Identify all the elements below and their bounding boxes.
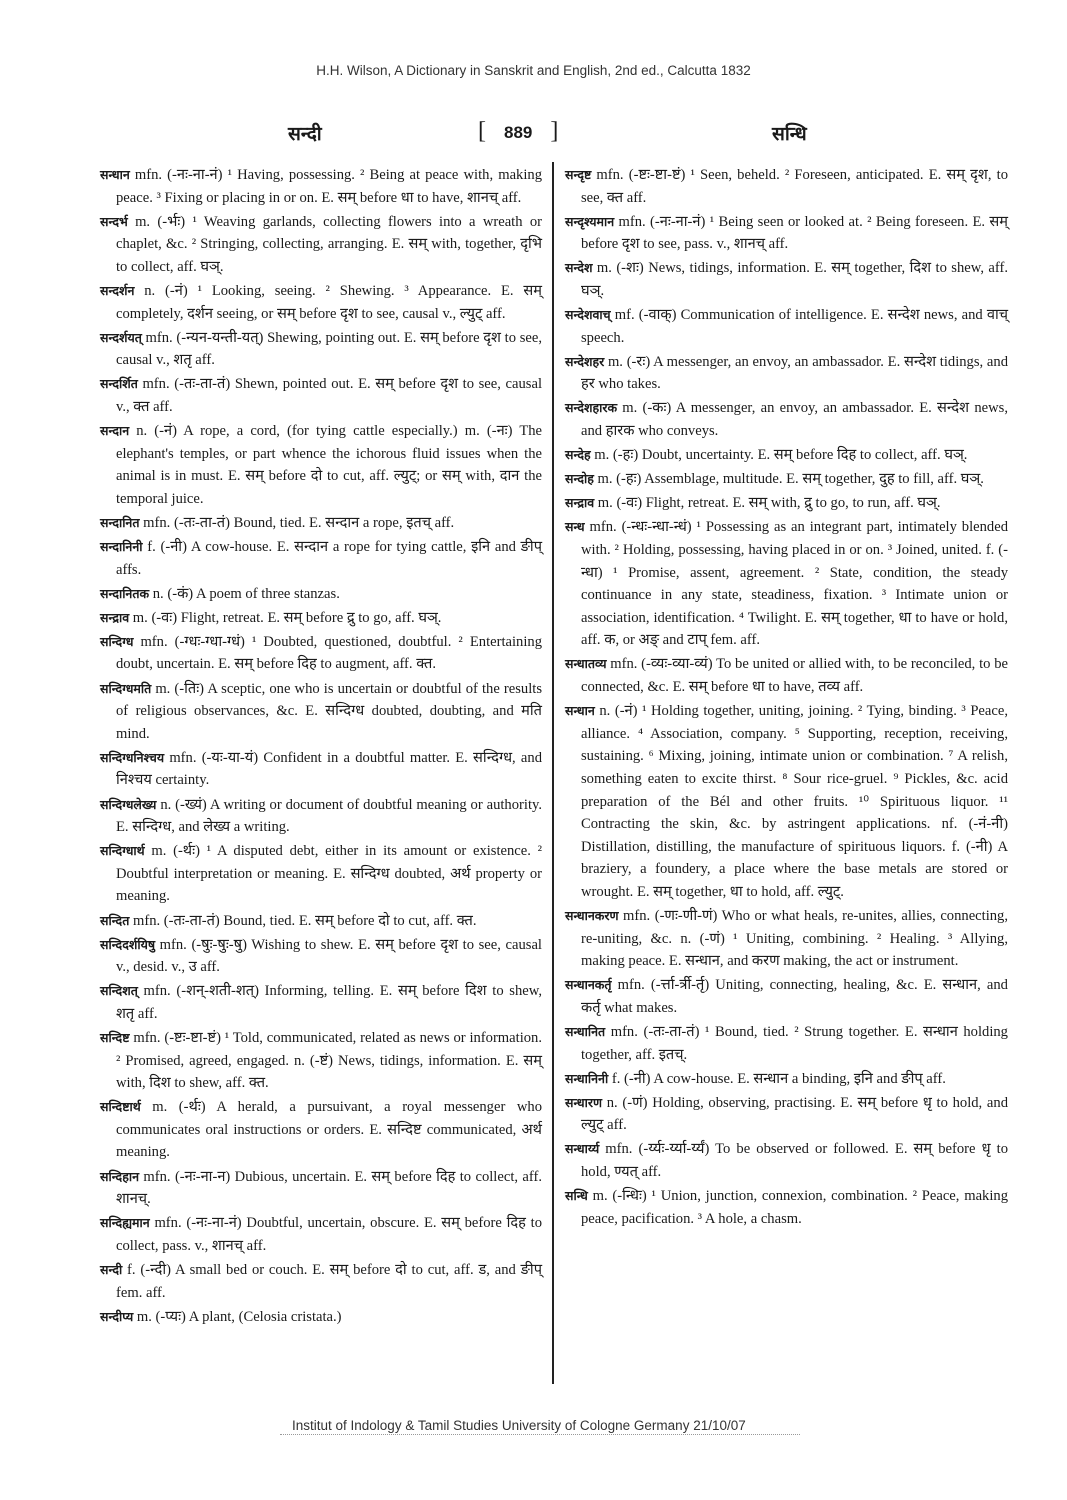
entry-definition: mfn. (-षुः-षुः-षु) Wishing to shew. E. सम् before दृश to see, causal v., desid. v., उ aff. <box>116 936 542 976</box>
dictionary-entry <box>100 327 542 372</box>
entry-headword: सन्धान <box>565 703 595 719</box>
source-citation: H.H. Wilson, A Dictionary in Sanskrit and English, 2nd ed., Calcutta 1832 <box>316 63 751 78</box>
dictionary-entry <box>100 1306 542 1329</box>
entry-definition: mfn. (-न्धः-न्धा-न्धं) ¹ Possessing as an integrant part, intimately blended with. ² Holding, possessing, having placed in or on. ³ Joined, united. f. (-न्धा) ¹ Promise, assent, agreement. ² State, condition, the steady continuance in any state, steadiness, fixation. ³ Intimate union or association, identification. ⁴ Twilight. E. सम् together, धा to have or hold, aff. क, or अङ् and टाप् fem. aff. <box>581 519 1008 649</box>
entry-definition: m. (-वः) Flight, retreat. E. सम् before द्रु to go, aff. घञ्. <box>132 609 442 626</box>
dictionary-entry <box>565 1185 1008 1230</box>
dictionary-entry <box>565 1092 1008 1137</box>
running-head <box>0 118 1067 150</box>
dictionary-entry <box>565 1021 1008 1066</box>
entry-definition: m. (-न्धिः) ¹ Union, junction, connexion, combination. ² Peace, making peace, pacification. ³ A hole, a chasm. <box>581 1188 1008 1227</box>
entry-definition: mfn. (-नः-ना-नं) ¹ Being seen or looked at. ² Being foreseen. E. सम् before दृश to see, pass. v., शानच् aff. <box>581 213 1008 253</box>
entry-headword: सन्दिष्टार्थ <box>100 1099 141 1115</box>
page-number-block <box>478 118 558 145</box>
dictionary-entry <box>565 351 1008 396</box>
dictionary-entry <box>100 536 542 581</box>
dictionary-entry <box>100 1166 542 1211</box>
entry-headword: सन्धार्य्य <box>565 1141 600 1157</box>
page-number: 889 <box>504 123 533 142</box>
right-column <box>565 164 1008 1232</box>
dictionary-entry <box>100 1096 542 1164</box>
entry-definition: m. (-रः) A messenger, an envoy, an ambassador. E. सन्देश tidings, and हर who takes. <box>581 353 1008 393</box>
dictionary-entry <box>100 631 542 676</box>
dictionary-entry <box>100 164 542 209</box>
dictionary-entry <box>100 373 542 418</box>
running-head-right-word: सन्धि <box>772 123 807 145</box>
entry-headword: सन्देशवाच् <box>565 307 611 323</box>
dictionary-entry <box>565 1138 1008 1183</box>
dictionary-entry <box>100 1027 542 1095</box>
entry-definition: f. (-न्दी) A small bed or couch. E. सम् before दो to cut, aff. ड, and ङीप् fem. aff. <box>116 1261 542 1301</box>
entry-headword: सन्दिग्धार्थ <box>100 843 145 859</box>
dictionary-entry <box>565 164 1008 209</box>
entry-definition: mfn. (-तः-ता-तं) Bound, tied. E. सन्दान a rope, इतच् aff. <box>143 514 455 531</box>
entry-headword: सन्देह <box>565 447 591 463</box>
dictionary-entry <box>565 397 1008 442</box>
dictionary-entry <box>100 910 542 933</box>
entry-definition: mfn. (-नः-ना-नं) ¹ Having, possessing. ² Being at peace with, making peace. ³ Fixing or placing in or on. E. सम् before धा to have, शानच् aff. <box>116 167 542 206</box>
entry-headword: सन्दर्शयत् <box>100 329 142 345</box>
dictionary-entry <box>565 468 1008 491</box>
entry-headword: सन्दान <box>100 423 130 439</box>
dictionary-entry <box>100 583 542 606</box>
entry-headword: सन्धातव्य <box>565 656 607 672</box>
dictionary-entry <box>100 280 542 325</box>
entry-definition: mfn. (-तः-ता-तं) Shewn, pointed out. E. सम् before दृश to see, causal v., क्त aff. <box>116 376 542 415</box>
entry-definition: f. (-नी) A cow-house. E. सन्धान a binding, इनि and ङीप् aff. <box>611 1070 946 1087</box>
dictionary-entry <box>565 653 1008 698</box>
dictionary-entry <box>565 905 1008 973</box>
entry-headword: सन्दित <box>100 912 130 928</box>
entry-headword: सन्धानकरण <box>565 908 619 923</box>
entry-headword: सन्दिग्ध <box>100 633 134 649</box>
dictionary-entry <box>100 211 542 279</box>
dictionary-entry <box>100 678 542 746</box>
dictionary-entry <box>100 794 542 839</box>
entry-definition: mfn. (-ष्टः-ष्टा-ष्टं) ¹ Seen, beheld. ² Foreseen, anticipated. E. सम् दृश, to see, क्त aff. <box>581 167 1008 206</box>
dictionary-entry <box>565 516 1008 652</box>
dictionary-entry <box>100 607 542 630</box>
entry-definition: m. (-र्भः) ¹ Weaving garlands, collecting flowers into a wreath or chaplet, &c. ² Stringing, collecting, arranging. E. सम् with, together, दृभि to collect, aff. घञ्. <box>116 213 542 275</box>
entry-headword: सन्देश <box>565 260 593 276</box>
entry-definition: m. (-हः) Assemblage, multitude. E. सम् together, दुह to fill, aff. घञ्. <box>597 471 984 488</box>
entry-headword: सन्धारण <box>565 1094 602 1110</box>
entry-headword: सन्दिष्ट <box>100 1029 130 1045</box>
entry-headword: सन्दानितक <box>100 585 150 601</box>
dictionary-entry <box>100 747 542 792</box>
entry-headword: सन्दिह्यमान <box>100 1215 150 1231</box>
dictionary-entry <box>565 1068 1008 1091</box>
entry-definition: n. (-नं) A rope, a cord, (for tying cattle especially.) m. (-नः) The elephant's temples, or part whence the ichorous fluid issues when the animal is in must. E. सम् before दो to cut, aff. ल्युट्; or सम् with, दान the temporal juice. <box>116 423 543 507</box>
entry-definition: m. (-तिः) A sceptic, one who is uncertain or doubtful of the results of religious observances, &c. E. सन्दिग्ध doubted, doubting, and मति mind. <box>116 680 542 742</box>
entry-definition: n. (-नं) ¹ Holding together, uniting, joining. ² Tying, binding. ³ Peace, alliance. ⁴ Association, company. ⁵ Supporting, reception, receiving, sustaining. ⁶ Mixing, joining, intimate union or combination. ⁷ A relish, something eaten to excite thirst. ⁸ Sour rice-gruel. ⁹ Pickles, &c. acid preparation of the Bél and other fruits. ¹⁰ Spirituous liquor. ¹¹ Contracting the skin, &c. by astringent applications. nf. (-नं-नी) Distillation, distilling, the manufacture of spirituous liquors. f. (-नी) A braziery, a foundery, a place where the base metals are stored or wrought. E. सम् together, धा to hold, aff. ल्युट्. <box>581 703 1008 900</box>
entry-headword: सन्दिग्धनिश्चय <box>100 749 165 765</box>
entry-headword: सन्द्राव <box>565 495 595 511</box>
dictionary-entry <box>565 211 1008 256</box>
dictionary-entry <box>565 974 1008 1019</box>
entry-definition: mfn. (-यः-या-यं) Confident in a doubtful matter. E. सन्दिग्ध, and निश्चय certainty. <box>116 749 542 789</box>
entry-definition: n. (-कं) A poem of three stanzas. <box>152 585 340 602</box>
entry-headword: सन्दृष्ट <box>565 167 592 182</box>
entry-definition: mfn. (-ष्टः-ष्टा-ष्टं) ¹ Told, communicated, related as news or information. ² Promised, agreed, engaged. n. (-ष्टं) News, tidings, information. E. सम् with, दिश to shew, aff. क्त. <box>116 1029 542 1092</box>
dictionary-entry <box>565 444 1008 467</box>
entry-definition: mfn. (-न्यन-यन्ती-यत्) Shewing, pointing out. E. सम् before दृश to see, causal v., शतृ aff. <box>116 329 542 369</box>
dictionary-entry <box>100 1259 542 1304</box>
entry-definition: m. (-र्थः) A herald, a pursuivant, a royal messenger who communicates oral instructions or orders. E. सन्दिष्ट communicated, अर्थ meaning. <box>116 1099 542 1161</box>
entry-headword: सन्ध <box>565 519 585 535</box>
dictionary-entry <box>100 934 542 979</box>
footer-rule <box>280 1434 800 1436</box>
entry-headword: सन्दानित <box>100 514 140 530</box>
entry-definition: m. (-प्यः) A plant, (Celosia cristata.) <box>136 1308 342 1325</box>
entry-definition: mfn. (-ग्धः-ग्धा-ग्धं) ¹ Doubted, questioned, doubtful. ² Entertaining doubt, uncertain. E. सम् before दिह to augment, aff. क्त. <box>116 633 542 673</box>
dictionary-entry <box>565 257 1008 302</box>
entry-definition: mf. (-वाक्) Communication of intelligence. E. सन्देश news, and वाच् speech. <box>581 307 1008 346</box>
entry-headword: सन्दीप्य <box>100 1308 134 1324</box>
entry-definition: m. (-वः) Flight, retreat. E. सम् with, द्रु to go, to run, aff. घञ्. <box>597 495 941 512</box>
entry-definition: n. (-णं) Holding, observing, practising. E. सम् before धृ to hold, and ल्युट् aff. <box>581 1094 1008 1134</box>
entry-headword: सन्दिग्धमति <box>100 680 152 696</box>
dictionary-entry <box>100 840 542 908</box>
entry-headword: सन्दृश्यमान <box>565 213 615 229</box>
entry-definition: f. (-नी) A cow-house. E. सन्दान a rope for tying cattle, इनि and ङीप् affs. <box>116 539 542 578</box>
dictionary-entry <box>100 420 542 510</box>
entry-definition: mfn. (-शन्-शती-शत्) Informing, telling. E. सम् before दिश to shew, शतृ aff. <box>116 983 543 1022</box>
entry-headword: सन्देशहारक <box>565 400 618 416</box>
left-column <box>100 164 542 1330</box>
entry-definition: mfn. (-व्यः-व्या-व्यं) To be united or allied with, to be reconciled, to be connected, &c. E. सम् before धा to have, तव्य aff. <box>581 656 1008 696</box>
entry-definition: mfn. (-नः-ना-न) Dubious, uncertain. E. सम् before दिह to collect, aff. शानच्. <box>116 1168 542 1208</box>
entry-headword: सन्धानिनी <box>565 1070 609 1086</box>
column-divider <box>552 162 554 1384</box>
entry-headword: सन्दर्शित <box>100 376 138 392</box>
entry-headword: सन्दिदर्शयिषु <box>100 936 156 952</box>
entry-headword: सन्दिहान <box>100 1168 140 1184</box>
entry-headword: सन्धि <box>565 1188 588 1204</box>
entry-headword: सन्देशहर <box>565 353 605 369</box>
entry-definition: n. (-नं) ¹ Looking, seeing. ² Shewing. ³ Appearance. E. सम् completely, दर्शन seeing, or सम् before दृश to see, causal v., ल्युट् aff. <box>116 282 542 322</box>
entry-definition: m. (-र्थः) ¹ A disputed debt, either in its amount or existence. ² Doubtful interpretation or meaning. E. सन्दिग्ध doubted, अर्थ property or meaning. <box>116 843 542 905</box>
dictionary-entry <box>100 512 542 535</box>
entry-headword: सन्दी <box>100 1261 123 1277</box>
entry-headword: सन्धान <box>100 167 130 182</box>
entry-definition: mfn. (-णः-णी-णं) Who or what heals, re-unites, allies, connecting, re-uniting, &c. n. (-णं) ¹ Uniting, combining. ² Healing. ³ Allying, making peace. E. सन्धान, and करण making, the act or instrument. <box>581 908 1008 970</box>
dictionary-entry <box>565 492 1008 515</box>
dictionary-entry <box>565 700 1008 903</box>
entry-definition: m. (-कः) A messenger, an envoy, an ambassador. E. सन्देश news, and हारक who conveys. <box>581 400 1008 440</box>
entry-headword: सन्दिशत् <box>100 983 138 999</box>
entry-headword: सन्दानिनी <box>100 539 143 554</box>
bracket-close: ] <box>550 118 559 144</box>
entry-headword: सन्दोह <box>565 471 594 487</box>
entry-headword: सन्द्राव <box>100 609 130 625</box>
entry-definition: m. (-हः) Doubt, uncertainty. E. सम् before दिह to collect, aff. घञ्. <box>594 447 968 464</box>
entry-definition: mfn. (-र्त्ता-र्त्री-र्तृ) Uniting, connecting, healing, &c. E. सन्धान, and कर्तृ what makes. <box>581 977 1008 1016</box>
footer-credit: Institut of Indology & Tamil Studies University of Cologne Germany 21/10/07 <box>292 1418 746 1433</box>
dictionary-entry <box>565 304 1008 349</box>
dictionary-entry <box>100 980 542 1025</box>
entry-definition: n. (-ख्यं) A writing or document of doubtful meaning or authority. E. सन्दिग्ध, and लेख्य a writing. <box>116 796 542 836</box>
entry-definition: mfn. (-नः-ना-नं) Doubtful, uncertain, obscure. E. सम् before दिह to collect, pass. v., शानच् aff. <box>116 1215 542 1254</box>
entry-definition: m. (-शः) News, tidings, information. E. सम् together, दिश to shew, aff. घञ्. <box>581 260 1008 299</box>
running-head-left-word: सन्दी <box>288 123 322 145</box>
entry-headword: सन्धानित <box>565 1023 606 1039</box>
entry-headword: सन्धानकर्तृ <box>565 977 612 993</box>
entry-headword: सन्दर्शन <box>100 282 135 298</box>
entry-definition: mfn. (-तः-ता-तं) ¹ Bound, tied. ² Strung together. E. सन्धान holding together, aff. इतच्. <box>581 1023 1008 1063</box>
dictionary-entry <box>100 1212 542 1257</box>
entry-definition: mfn. (-र्य्यः-र्य्या-र्य्यं) To be observed or followed. E. सम् before धृ to hold, ण्यत् aff. <box>581 1141 1008 1181</box>
entry-definition: mfn. (-तः-ता-तं) Bound, tied. E. सम् before दो to cut, aff. क्त. <box>132 912 477 929</box>
entry-headword: सन्दिग्धलेख्य <box>100 796 157 812</box>
entry-headword: सन्दर्भ <box>100 213 128 229</box>
bracket-open: [ <box>478 118 486 144</box>
